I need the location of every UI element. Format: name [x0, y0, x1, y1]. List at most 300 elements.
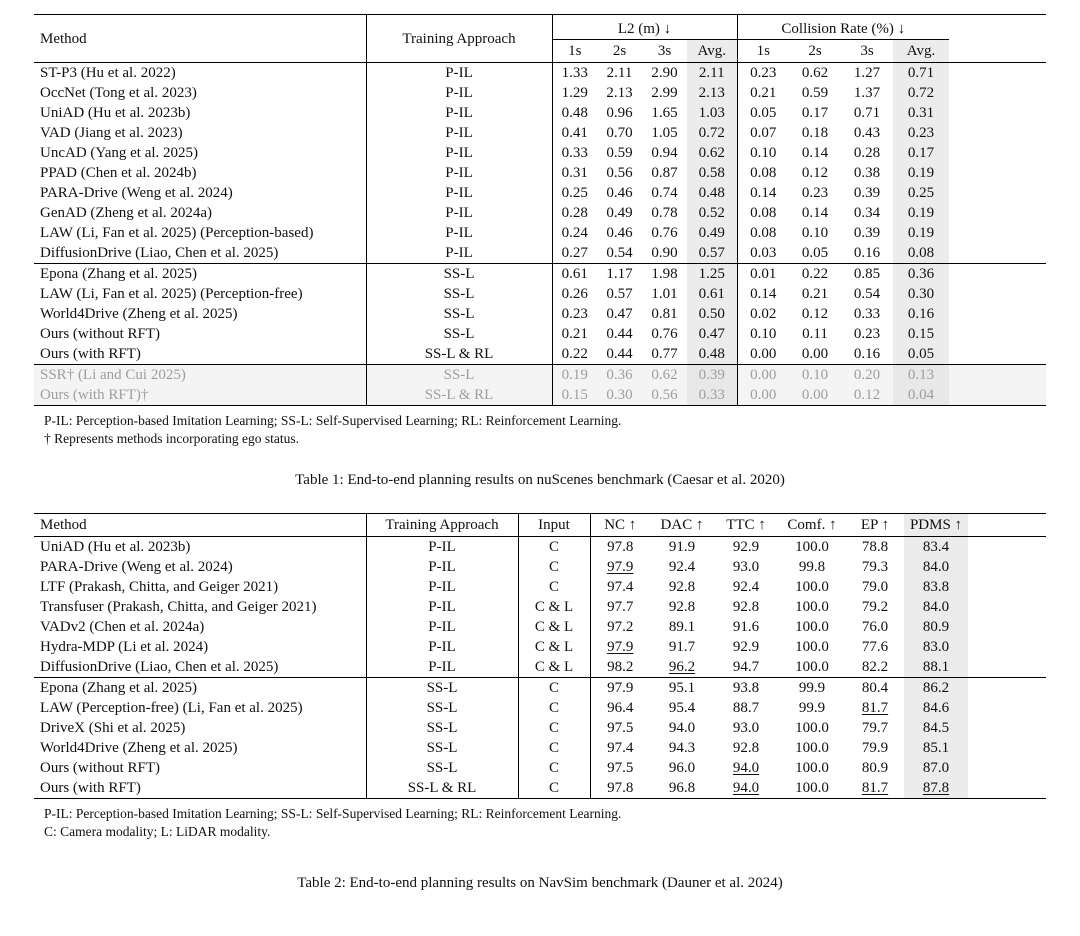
collision-value-cell: 0.17	[801, 105, 829, 121]
spacer-cell	[968, 678, 1046, 699]
input-modality-cell: C	[518, 718, 590, 738]
metric-value-cell: 93.8	[714, 678, 778, 699]
metric-value-cell: 96.2	[668, 659, 696, 675]
table-row	[34, 577, 1046, 597]
collision-value-cell: 0.21	[801, 286, 829, 302]
collision-value-cell: 0.30	[893, 284, 949, 304]
collision-value-cell: 1.37	[853, 85, 881, 101]
metric-value-cell: 97.4	[607, 579, 634, 595]
method-cell: PPAD (Chen et al. 2024b)	[34, 163, 366, 183]
spacer-cell	[968, 537, 1046, 558]
metric-value-cell: 100.0	[795, 659, 829, 675]
method-cell: Ours (without RFT)	[34, 758, 366, 778]
collision-value-cell: 0.20	[841, 365, 893, 386]
collision-value-cell: 0.12	[801, 165, 829, 181]
collision-value-cell: 0.04	[893, 385, 949, 406]
collision-value-cell: 0.23	[801, 185, 829, 201]
l2-value-cell: 0.28	[561, 205, 588, 221]
metric-value-cell: 93.0	[732, 559, 760, 575]
metric-value-cell: 92.8	[668, 599, 696, 615]
metric-value-cell: 80.9	[904, 617, 968, 637]
training-approach-cell: P-IL	[366, 597, 518, 617]
metric-value-cell: 91.9	[668, 539, 696, 555]
metric-value-cell: 92.8	[732, 740, 760, 756]
collision-value-cell: 0.00	[737, 385, 789, 406]
collision-value-cell: 1.27	[853, 65, 881, 81]
spacer-cell	[968, 758, 1046, 778]
collision-value-cell: 0.00	[737, 365, 789, 386]
spacer-cell	[968, 698, 1046, 718]
spacer-cell	[949, 264, 1046, 285]
results-table-nuscenes	[34, 14, 1046, 406]
method-cell: LAW (Li, Fan et al. 2025) (Perception-based)	[34, 223, 366, 243]
metric-value-cell: 94.3	[668, 740, 696, 756]
collision-value-cell: 0.12	[801, 306, 829, 322]
l2-value-cell: 2.11	[606, 65, 633, 81]
metric-value-cell: 99.9	[798, 700, 826, 716]
spacer-cell	[949, 83, 1046, 103]
table-row	[34, 123, 1046, 143]
metric-value-cell: 96.4	[607, 700, 634, 716]
metric-value-cell: 87.0	[904, 758, 968, 778]
collision-value-cell: 0.21	[750, 85, 777, 101]
metric-value-cell: 92.9	[732, 539, 760, 555]
collision-value-cell: 0.71	[893, 63, 949, 84]
collision-value-cell: 0.10	[750, 145, 777, 161]
spacer-cell	[968, 617, 1046, 637]
collision-value-cell: 0.39	[853, 185, 881, 201]
table-row	[34, 163, 1046, 183]
spacer-cell	[968, 657, 1046, 678]
l2-value-cell: 2.11	[687, 63, 737, 84]
table-row	[34, 304, 1046, 324]
l2-value-cell: 0.56	[606, 165, 633, 181]
method-cell: LAW (Li, Fan et al. 2025) (Perception-free)	[34, 284, 366, 304]
collision-value-cell: 0.07	[750, 125, 777, 141]
metric-value-cell: 84.5	[904, 718, 968, 738]
metric-value-cell: 77.6	[861, 639, 889, 655]
table-row	[34, 738, 1046, 758]
table2-caption: Table 2: End-to-end planning results on NavSim benchmark (Dauner et al. 2024)	[297, 875, 783, 891]
collision-value-cell: 0.02	[750, 306, 777, 322]
spacer-header-cell	[949, 15, 1046, 63]
l2-value-cell: 0.24	[561, 225, 588, 241]
collision-value-cell: 0.13	[893, 365, 949, 386]
collision-value-cell: 0.31	[893, 103, 949, 123]
training-approach-cell: P-IL	[366, 63, 552, 84]
l2-value-cell: 1.65	[651, 105, 678, 121]
table-row	[34, 243, 1046, 264]
metric-value-cell: 94.0	[732, 780, 760, 796]
input-modality-cell: C	[518, 758, 590, 778]
table-row	[34, 617, 1046, 637]
table-row	[34, 63, 1046, 84]
l2-value-cell: 0.76	[651, 326, 678, 342]
training-approach-cell: SS-L	[366, 698, 518, 718]
collision-value-cell: 0.11	[802, 326, 828, 342]
metric-value-cell: 92.4	[668, 559, 696, 575]
spacer-cell	[949, 324, 1046, 344]
input-modality-cell: C	[518, 537, 590, 558]
l2-value-cell: 0.26	[561, 286, 588, 302]
collision-value-cell: 0.16	[853, 245, 881, 261]
training-approach-cell: P-IL	[366, 123, 552, 143]
metric-value-cell: 88.7	[732, 700, 760, 716]
metric-value-cell: 97.7	[607, 599, 634, 615]
training-approach-cell: SS-L & RL	[366, 778, 518, 799]
l2-value-cell: 0.48	[561, 105, 588, 121]
l2-value-cell: 0.46	[606, 185, 633, 201]
l2-value-cell: 2.90	[651, 65, 678, 81]
collision-value-cell: 0.10	[801, 225, 829, 241]
training-approach-cell: P-IL	[366, 183, 552, 203]
l2-value-cell: 0.72	[687, 123, 737, 143]
training-approach-cell: SS-L	[366, 678, 518, 699]
input-modality-cell: C	[518, 738, 590, 758]
method-cell: PARA-Drive (Weng et al. 2024)	[34, 557, 366, 577]
collision-value-cell: 0.19	[893, 203, 949, 223]
metric-value-cell: 96.8	[668, 780, 696, 796]
metric-value-cell: 76.0	[861, 619, 889, 635]
spacer-cell	[968, 718, 1046, 738]
col-header-pdms: PDMS ↑	[904, 514, 968, 537]
l2-value-cell: 2.99	[651, 85, 678, 101]
col-header-l2-2s: 2s	[597, 40, 642, 63]
spacer-cell	[949, 344, 1046, 365]
metric-value-cell: 81.7	[861, 700, 889, 716]
col-header-ep: EP ↑	[846, 514, 904, 537]
metric-value-cell: 80.9	[861, 760, 889, 776]
method-cell: ST-P3 (Hu et al. 2022)	[34, 63, 366, 84]
l2-value-cell: 0.70	[606, 125, 633, 141]
l2-value-cell: 0.57	[687, 243, 737, 264]
metric-value-cell: 87.8	[904, 778, 968, 799]
metric-value-cell: 92.8	[732, 599, 760, 615]
spacer-cell	[949, 143, 1046, 163]
input-modality-cell: C	[518, 678, 590, 699]
l2-value-cell: 0.52	[687, 203, 737, 223]
spacer-cell	[949, 163, 1046, 183]
collision-value-cell: 0.10	[750, 326, 777, 342]
metric-value-cell: 97.9	[590, 678, 650, 699]
table1-caption: Table 1: End-to-end planning results on nuScenes benchmark (Caesar et al. 2020)	[295, 472, 785, 488]
table-row	[34, 597, 1046, 617]
table1-footnotes	[44, 412, 1046, 448]
metric-value-cell: 100.0	[795, 579, 829, 595]
collision-value-cell: 0.10	[789, 365, 841, 386]
collision-value-cell: 0.12	[841, 385, 893, 406]
table-row	[34, 284, 1046, 304]
l2-value-cell: 0.76	[651, 225, 678, 241]
metric-value-cell: 79.0	[861, 579, 889, 595]
training-approach-cell: P-IL	[366, 103, 552, 123]
method-cell: LTF (Prakash, Chitta, and Geiger 2021)	[34, 577, 366, 597]
col-header-training-approach: Training Approach	[366, 15, 552, 63]
collision-value-cell: 0.18	[801, 125, 829, 141]
collision-value-cell: 0.05	[893, 344, 949, 365]
metric-value-cell: 80.4	[846, 678, 904, 699]
table2-header-row	[34, 514, 1046, 537]
metric-value-cell: 79.3	[861, 559, 889, 575]
metric-value-cell: 94.0	[668, 720, 696, 736]
l2-value-cell: 0.77	[651, 346, 678, 362]
l2-value-cell: 0.48	[687, 344, 737, 365]
collision-value-cell: 0.19	[893, 163, 949, 183]
training-approach-cell: SS-L	[366, 758, 518, 778]
collision-value-cell: 0.72	[893, 83, 949, 103]
col-header-l2-avg: Avg.	[687, 40, 737, 63]
table-row	[34, 557, 1046, 577]
l2-value-cell: 0.36	[597, 365, 642, 386]
training-approach-cell: P-IL	[366, 243, 552, 264]
collision-value-cell: 0.00	[750, 346, 777, 362]
spacer-cell	[968, 577, 1046, 597]
spacer-cell	[949, 385, 1046, 406]
metric-value-cell: 100.0	[795, 720, 829, 736]
l2-value-cell: 0.21	[561, 326, 588, 342]
l2-value-cell: 0.19	[552, 365, 597, 386]
col-group-collision-rate: Collision Rate (%) ↓	[737, 15, 949, 40]
training-approach-cell: P-IL	[366, 557, 518, 577]
l2-value-cell: 0.94	[651, 145, 678, 161]
input-modality-cell: C	[518, 698, 590, 718]
results-table-navsim	[34, 513, 1046, 799]
input-modality-cell: C & L	[518, 617, 590, 637]
collision-value-cell: 0.28	[853, 145, 881, 161]
l2-value-cell: 0.81	[651, 306, 678, 322]
col-header-method: Method	[34, 514, 366, 537]
metric-value-cell: 97.5	[607, 760, 634, 776]
training-approach-cell: SS-L	[366, 324, 552, 344]
metric-value-cell: 81.7	[861, 780, 889, 796]
l2-value-cell: 2.13	[606, 85, 633, 101]
l2-value-cell: 1.03	[687, 103, 737, 123]
metric-value-cell: 96.0	[668, 760, 696, 776]
method-cell: Ours (with RFT)	[34, 344, 366, 365]
table-row	[34, 637, 1046, 657]
l2-value-cell: 0.30	[597, 385, 642, 406]
metric-value-cell: 93.0	[732, 720, 760, 736]
l2-value-cell: 0.61	[552, 264, 597, 285]
l2-value-cell: 0.62	[642, 365, 687, 386]
training-approach-cell: P-IL	[366, 203, 552, 223]
collision-value-cell: 0.08	[750, 225, 777, 241]
spacer-cell	[949, 304, 1046, 324]
input-modality-cell: C & L	[518, 597, 590, 617]
collision-value-cell: 0.05	[801, 245, 829, 261]
training-approach-cell: P-IL	[366, 163, 552, 183]
l2-value-cell: 0.46	[606, 225, 633, 241]
method-cell: UniAD (Hu et al. 2023b)	[34, 537, 366, 558]
l2-value-cell: 0.56	[642, 385, 687, 406]
method-cell: Hydra-MDP (Li et al. 2024)	[34, 637, 366, 657]
metric-value-cell: 84.6	[904, 698, 968, 718]
l2-value-cell: 0.58	[687, 163, 737, 183]
metric-value-cell: 92.4	[732, 579, 760, 595]
metric-value-cell: 88.1	[904, 657, 968, 678]
spacer-cell	[949, 123, 1046, 143]
input-modality-cell: C	[518, 778, 590, 799]
l2-value-cell: 0.39	[687, 365, 737, 386]
collision-value-cell: 0.34	[853, 205, 881, 221]
method-cell: Transfuser (Prakash, Chitta, and Geiger 2021)	[34, 597, 366, 617]
l2-value-cell: 0.50	[687, 304, 737, 324]
metric-value-cell: 99.8	[798, 559, 826, 575]
metric-value-cell: 100.0	[795, 760, 829, 776]
col-header-input: Input	[518, 514, 590, 537]
method-cell: OccNet (Tong et al. 2023)	[34, 83, 366, 103]
l2-value-cell: 0.22	[561, 346, 588, 362]
collision-value-cell: 0.14	[750, 185, 777, 201]
l2-value-cell: 0.49	[687, 223, 737, 243]
col-header-l2-1s: 1s	[552, 40, 597, 63]
l2-value-cell: 0.59	[606, 145, 633, 161]
collision-value-cell: 0.71	[853, 105, 881, 121]
spacer-cell	[949, 63, 1046, 84]
metric-value-cell: 83.4	[904, 537, 968, 558]
l2-value-cell: 0.49	[606, 205, 633, 221]
table-row	[34, 264, 1046, 285]
l2-value-cell: 1.01	[651, 286, 678, 302]
table-row	[34, 365, 1046, 386]
collision-value-cell: 0.23	[893, 123, 949, 143]
collision-value-cell: 0.19	[893, 223, 949, 243]
collision-value-cell: 0.38	[853, 165, 881, 181]
collision-value-cell: 0.33	[853, 306, 881, 322]
input-modality-cell: C	[518, 577, 590, 597]
metric-value-cell: 100.0	[795, 539, 829, 555]
metric-value-cell: 94.0	[732, 760, 760, 776]
method-cell: PARA-Drive (Weng et al. 2024)	[34, 183, 366, 203]
collision-value-cell: 0.36	[893, 264, 949, 285]
l2-value-cell: 0.57	[606, 286, 633, 302]
l2-value-cell: 0.74	[651, 185, 678, 201]
collision-value-cell: 0.23	[750, 65, 777, 81]
method-cell: DiffusionDrive (Liao, Chen et al. 2025)	[34, 243, 366, 264]
table-row	[34, 324, 1046, 344]
metric-value-cell: 89.1	[668, 619, 696, 635]
metric-value-cell: 92.8	[668, 579, 696, 595]
metric-value-cell: 79.9	[861, 740, 889, 756]
collision-value-cell: 0.14	[801, 205, 829, 221]
collision-value-cell: 0.22	[789, 264, 841, 285]
footnote-line: P-IL: Perception-based Imitation Learning; SS-L: Self-Supervised Learning; RL: Reinforcement Learning.	[44, 413, 622, 428]
spacer-cell	[949, 103, 1046, 123]
metric-value-cell: 79.2	[861, 599, 889, 615]
col-header-comf: Comf. ↑	[778, 514, 846, 537]
table-row	[34, 758, 1046, 778]
input-modality-cell: C & L	[518, 657, 590, 678]
metric-value-cell: 100.0	[795, 619, 829, 635]
col-header-ttc: TTC ↑	[714, 514, 778, 537]
col-header-col-2s: 2s	[789, 40, 841, 63]
collision-value-cell: 0.54	[853, 286, 881, 302]
input-modality-cell: C & L	[518, 637, 590, 657]
collision-value-cell: 0.85	[841, 264, 893, 285]
l2-value-cell: 0.62	[687, 143, 737, 163]
metric-value-cell: 97.4	[607, 740, 634, 756]
metric-value-cell: 100.0	[795, 740, 829, 756]
metric-value-cell: 100.0	[795, 599, 829, 615]
metric-value-cell: 97.9	[607, 639, 634, 655]
collision-value-cell: 0.43	[853, 125, 881, 141]
l2-value-cell: 0.47	[687, 324, 737, 344]
method-cell: Epona (Zhang et al. 2025)	[34, 678, 366, 699]
spacer-cell	[968, 597, 1046, 617]
l2-value-cell: 1.25	[687, 264, 737, 285]
metric-value-cell: 78.8	[861, 539, 889, 555]
l2-value-cell: 0.44	[606, 326, 633, 342]
spacer-cell	[949, 203, 1046, 223]
spacer-cell	[968, 637, 1046, 657]
l2-value-cell: 1.17	[597, 264, 642, 285]
spacer-header-cell	[968, 514, 1046, 537]
training-approach-cell: SS-L	[366, 738, 518, 758]
collision-value-cell: 0.08	[893, 243, 949, 264]
table-row	[34, 537, 1046, 558]
method-cell: Ours (with RFT)	[34, 778, 366, 799]
metric-value-cell: 91.7	[668, 639, 696, 655]
training-approach-cell: P-IL	[366, 143, 552, 163]
metric-value-cell: 97.2	[607, 619, 634, 635]
collision-value-cell: 0.08	[750, 165, 777, 181]
l2-value-cell: 0.33	[561, 145, 588, 161]
metric-value-cell: 92.9	[732, 639, 760, 655]
method-cell: Epona (Zhang et al. 2025)	[34, 264, 366, 285]
metric-value-cell: 97.8	[607, 780, 634, 796]
l2-value-cell: 0.87	[651, 165, 678, 181]
training-approach-cell: P-IL	[366, 537, 518, 558]
l2-value-cell: 0.78	[651, 205, 678, 221]
training-approach-cell: SS-L	[366, 284, 552, 304]
footnote-line: C: Camera modality; L: LiDAR modality.	[44, 824, 271, 839]
metric-value-cell: 97.8	[607, 539, 634, 555]
method-cell: DriveX (Shi et al. 2025)	[34, 718, 366, 738]
collision-value-cell: 0.05	[750, 105, 777, 121]
spacer-cell	[949, 183, 1046, 203]
method-cell: SSR† (Li and Cui 2025)	[34, 365, 366, 386]
table-row	[34, 385, 1046, 406]
method-cell: VAD (Jiang et al. 2023)	[34, 123, 366, 143]
collision-value-cell: 0.59	[801, 85, 829, 101]
collision-value-cell: 0.39	[853, 225, 881, 241]
table-row	[34, 183, 1046, 203]
table-row	[34, 83, 1046, 103]
training-approach-cell: SS-L	[366, 304, 552, 324]
metric-value-cell: 85.1	[904, 738, 968, 758]
l2-value-cell: 0.61	[687, 284, 737, 304]
table-row	[34, 223, 1046, 243]
collision-value-cell: 0.62	[801, 65, 829, 81]
collision-value-cell: 0.01	[737, 264, 789, 285]
training-approach-cell: P-IL	[366, 657, 518, 678]
table-row	[34, 718, 1046, 738]
col-header-col-3s: 3s	[841, 40, 893, 63]
method-cell: UncAD (Yang et al. 2025)	[34, 143, 366, 163]
metric-value-cell: 94.7	[732, 659, 760, 675]
method-cell: VADv2 (Chen et al. 2024a)	[34, 617, 366, 637]
spacer-cell	[949, 223, 1046, 243]
training-approach-cell: SS-L & RL	[366, 344, 552, 365]
table1-header-row-groups	[34, 15, 1046, 40]
col-header-nc: NC ↑	[590, 514, 650, 537]
metric-value-cell: 97.5	[607, 720, 634, 736]
col-group-l2: L2 (m) ↓	[552, 15, 737, 40]
col-header-col-1s: 1s	[737, 40, 789, 63]
training-approach-cell: P-IL	[366, 577, 518, 597]
method-cell: DiffusionDrive (Liao, Chen et al. 2025)	[34, 657, 366, 678]
collision-value-cell: 0.14	[801, 145, 829, 161]
